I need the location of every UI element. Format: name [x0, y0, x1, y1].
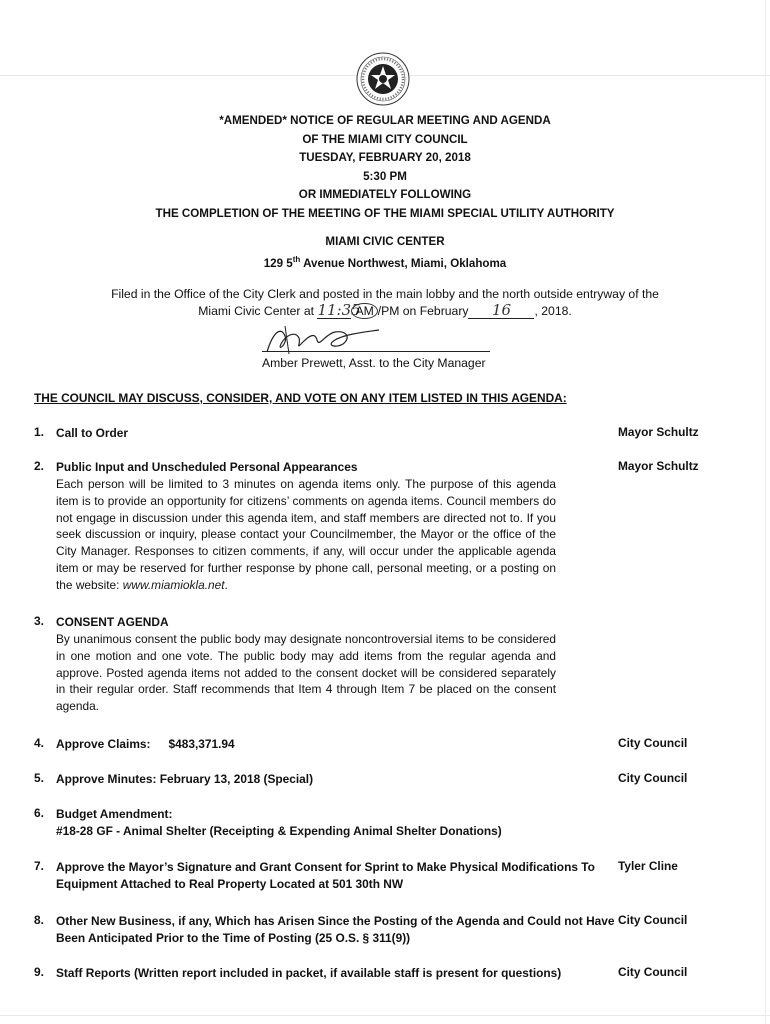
circled-am: AM [351, 303, 377, 319]
agenda-item-2 [34, 459, 699, 594]
filing-line-2-start: Miami Civic Center at [198, 304, 318, 318]
item-description [56, 476, 556, 594]
header-line-3: TUESDAY, FEBRUARY 20, 2018 [299, 151, 471, 165]
address-number: 129 5 [263, 256, 293, 270]
item-title: Approve Minutes: February 13, 2018 (Special) [56, 772, 314, 786]
item-subtitle: #18-28 GF - Animal Shelter (Receipting & Expending Animal Shelter Donations) [56, 824, 502, 838]
notice-header [0, 112, 770, 224]
item-responsible: Mayor Schultz [618, 459, 699, 473]
item-title [56, 736, 621, 753]
agenda-item-4 [34, 736, 688, 753]
header-line-6: THE COMPLETION OF THE MEETING OF THE MIAMI SPECIAL UTILITY AUTHORITY [155, 206, 615, 220]
handwritten-time: 11:35 [317, 301, 361, 319]
item-responsible: City Council [618, 771, 688, 785]
council-statement: THE COUNCIL MAY DISCUSS, CONSIDER, AND VOTE ON ANY ITEM LISTED IN THIS AGENDA: [34, 391, 567, 405]
header-line-4: 5:30 PM [363, 169, 407, 183]
claims-amount: $483,371.94 [168, 737, 235, 751]
item-responsible: City Council [618, 736, 688, 750]
item-title: Other New Business, if any, Which has Arisen Since the Posting of the Agenda and Could not Have Been Anticipated Prior to the Time of Posting (25 O.S. § 311(9)) [56, 914, 615, 945]
venue-block [0, 233, 770, 273]
filing-line-2 [0, 303, 770, 320]
item-title: Budget Amendment: [56, 807, 173, 821]
item-number: 3. [34, 614, 44, 628]
signature-line [262, 351, 490, 352]
agenda-item-9 [34, 965, 688, 982]
header-line-2: OF THE MIAMI CITY COUNCIL [302, 132, 468, 146]
agenda-item-5 [34, 771, 688, 788]
item-number: 1. [34, 425, 44, 439]
agenda-item-1 [34, 425, 699, 442]
agenda-item-6 [34, 806, 684, 840]
filing-statement [0, 286, 770, 320]
item-number: 7. [34, 859, 44, 873]
page-edge-bottom [0, 1015, 770, 1016]
header-line-1: *AMENDED* NOTICE OF REGULAR MEETING AND AGENDA [219, 114, 551, 127]
city-seal-icon [356, 52, 410, 106]
address-rest: Avenue Northwest, Miami, Oklahoma [300, 256, 507, 270]
item-body-text: Each person will be limited to 3 minutes on agenda items only. The purpose of this agenda item is to provide an opportunity for citizens’ comments on agenda items. Council members do not engage in discussion under this agenda item, and staff members are directed not to. If you seek discussion or inquiry, please contact your Councilmember, the Mayor or the office of the City Manager. Responses to citizen comments, if any, will occur under the applicable agenda item or may be reserved for further response by phone call, personal meeting, or a posting on the website: [56, 477, 556, 592]
item-title: CONSENT AGENDA [56, 615, 169, 629]
item-number: 8. [34, 913, 44, 927]
header-line-5: OR IMMEDIATELY FOLLOWING [298, 188, 472, 202]
item-description: By unanimous consent the public body may designate noncontroversial items to be considered in one motion and one vote. The public body may add items from the regular agenda and approve. Posted agenda items not added to the consent docket will be considered separately in their regular order. Staff recommends that Item 4 through Item 7 be placed on the consent agenda. [56, 632, 556, 714]
item-responsible: City Council [618, 913, 688, 927]
filing-line-1: Filed in the Office of the City Clerk and posted in the main lobby and the north outside entryway of the [111, 287, 659, 301]
item-responsible: City Council [618, 965, 688, 979]
agenda-item-7 [34, 859, 684, 893]
venue-address [0, 251, 770, 273]
website-link[interactable]: www.miamiokla.net [122, 577, 225, 592]
item-number: 5. [34, 771, 44, 785]
item-number: 9. [34, 965, 44, 979]
filing-line-2-mid: /PM on February [377, 304, 469, 318]
agenda-item-8 [34, 913, 688, 947]
filing-line-2-end: , 2018. [534, 304, 572, 318]
item-title: Public Input and Unscheduled Personal Appearances [56, 460, 358, 474]
agenda-item-3 [34, 614, 684, 715]
item-body-end: . [224, 577, 228, 592]
item-number: 6. [34, 806, 44, 820]
address-suffix: th [292, 255, 301, 264]
item-title: Approve the Mayor’s Signature and Grant Consent for Sprint to Make Physical Modifications To Equipment Attached to Real Property Located at 501 30th NW [56, 860, 595, 891]
venue-name: MIAMI CIVIC CENTER [325, 235, 445, 248]
item-title-text: Approve Claims: [56, 737, 151, 751]
item-title: Staff Reports (Written report included in packet, if available staff is present for questions) [56, 966, 562, 980]
item-number: 4. [34, 736, 44, 750]
signer-name: Amber Prewett, Asst. to the City Manager [262, 356, 486, 370]
item-responsible: Mayor Schultz [618, 425, 699, 439]
item-number: 2. [34, 459, 44, 473]
item-title: Call to Order [56, 426, 129, 440]
item-responsible: Tyler Cline [618, 859, 678, 873]
handwritten-day: 16 [468, 303, 534, 319]
